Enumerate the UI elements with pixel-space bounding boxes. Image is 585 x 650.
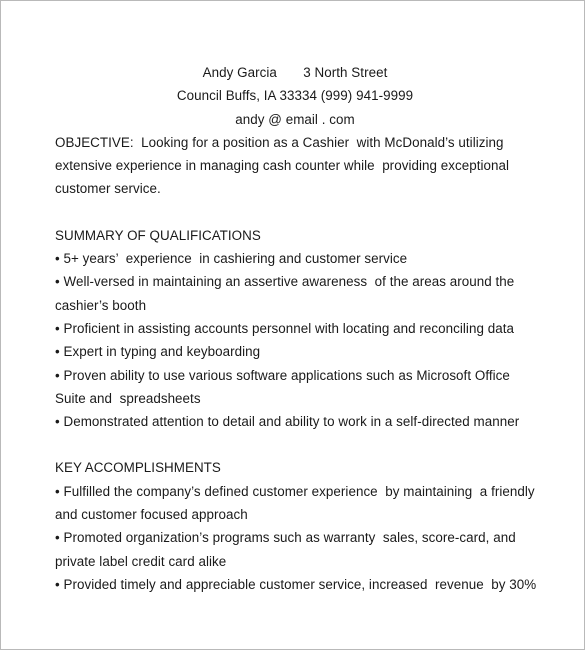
accomplishments-section: [55, 456, 535, 596]
accomplishment-line: and customer focused approach: [55, 507, 248, 523]
objective-line: extensive experience in managing cash counter while providing exceptional: [55, 158, 510, 174]
objective-section: [55, 131, 535, 201]
summary-line: • Expert in typing and keyboarding: [55, 344, 261, 360]
accomplishment-line: private label credit card alike: [55, 553, 227, 569]
summary-line: Suite and spreadsheets: [55, 390, 201, 406]
summary-line: • Proficient in assisting accounts personnel with locating and reconciling data: [55, 320, 514, 336]
name-address-line: Andy Garcia 3 North Street: [202, 65, 388, 80]
summary-line: • Proven ability to use various software applications such as Microsoft Office: [55, 367, 510, 383]
objective-line: customer service.: [55, 181, 161, 197]
accomplishments-heading: KEY ACCOMPLISHMENTS: [55, 460, 221, 476]
objective-line: OBJECTIVE: Looking for a position as a Cashier with McDonald’s utilizing: [55, 134, 504, 150]
summary-line: • 5+ years’ experience in cashiering and customer service: [55, 251, 408, 267]
summary-section: [55, 224, 535, 434]
section-spacer: [55, 433, 535, 456]
section-spacer: [55, 201, 535, 224]
summary-heading: SUMMARY OF QUALIFICATIONS: [55, 227, 261, 243]
summary-line: • Demonstrated attention to detail and ability to work in a self-directed manner: [55, 414, 520, 430]
summary-line: cashier’s booth: [55, 297, 147, 313]
accomplishment-line: • Fulfilled the company’s defined customer experience by maintaining a friendly: [55, 483, 535, 499]
accomplishment-line: • Promoted organization’s programs such as warranty sales, score-card, and: [55, 530, 516, 546]
city-phone-line: Council Buffs, IA 33334 (999) 941-9999: [176, 88, 414, 104]
resume-content: [55, 61, 535, 596]
summary-line: • Well-versed in maintaining an assertive awareness of the areas around the: [55, 274, 515, 290]
accomplishment-line: • Provided timely and appreciable customer service, increased revenue by 30%: [55, 576, 537, 592]
contact-header: [55, 61, 535, 131]
email-line: andy @ email . com: [235, 111, 355, 127]
